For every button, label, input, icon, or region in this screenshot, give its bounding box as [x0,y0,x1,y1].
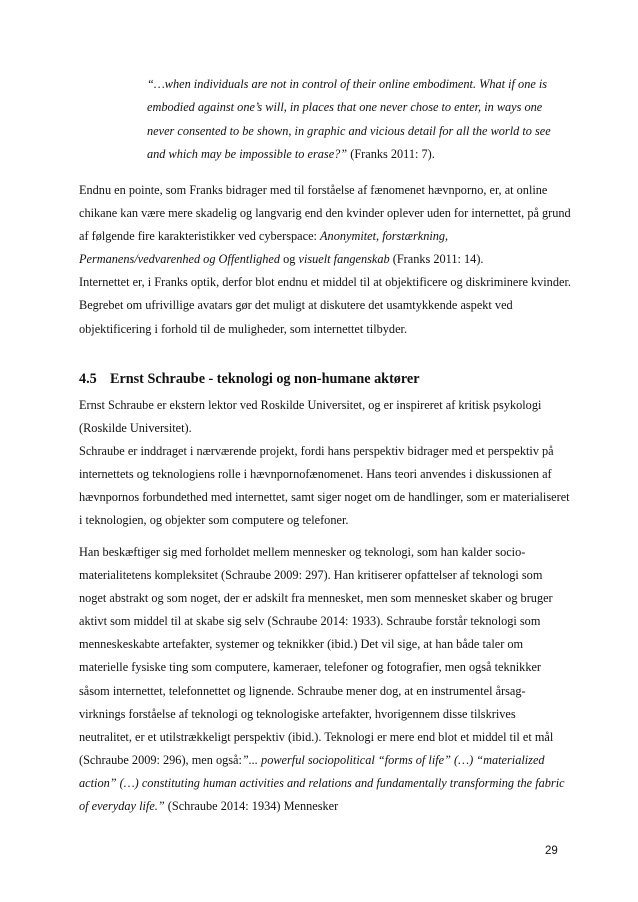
section-number: 4.5 [79,371,97,387]
paragraph-schraube-intro: Ernst Schraube er ekstern lektor ved Roskilde Universitet, og er inspireret af kritisk psykologi (Roskilde Universitet). [79,398,542,436]
block-quote-citation: (Franks 2011: 7). [347,146,435,161]
page-number: 29 [545,845,558,857]
body-text-lower [79,541,571,818]
paragraph-citation: (Schraube 2014: 1934) Mennesker [164,799,339,814]
paragraph-citation: (Franks 2011: 14). [389,252,484,267]
block-quote-text: “…when individuals are not in control of their online embodiment. What if one is embodied against one’s will, in places that one never chose to enter, in ways one never consented to be shown, in graphic and vicious detail for all the world to see and which may be impossible to erase?” [147,77,551,161]
paragraph-schraube-project: Schraube er inddraget i nærværende projekt, fordi hans perspektiv bidrager med et perspektiv på internettets og teknologiens rolle i hævnpornofænomenet. Hans teori anvendes i diskussionen af hævnpornos forbundethed med internettet, samt siger noget om de handlinger, som er materialiseret i teknologien, og objekter som computere og telefoner. [79,444,570,528]
paragraph-internettet: Internettet er, i Franks optik, derfor blot endnu et middel til at objektificere og diskriminere kvinder. Begrebet om ufrivillige avatars gør det muligt at diskutere det usamtykkende aspekt ved objektificering i forhold til de muligheder, som internettet tilbyder. [79,275,571,336]
section-heading [79,371,420,388]
body-text-section [79,394,571,533]
italic-term-last: visuelt fangenskab [298,252,390,267]
block-quote [147,73,567,166]
paragraph-schraube-technology [79,541,571,818]
paragraph-connector: og [280,252,299,267]
italic-quote: ”... powerful sociopolitical “forms of life” (…) “materialized action” (…) constituting human activities and relations and fundamentally transforming the fabric of everyday life.” [79,752,565,814]
italic-terms: Anonymitet, forstærkning, Permanens/vedvarenhed og Offentlighed [79,229,449,267]
body-text-upper [79,179,571,341]
paragraph-text: Han beskæftiger sig med forholdet mellem mennesker og teknologi, som han kalder socio-materialitetens kompleksitet (Schraube 2009: 297). Han kritiserer opfattelser af teknologi som noget abstrakt og som noget, der er adskilt fra mennesket, men som mennesket skaber og bruger aktivt som middel til at skabe sig selv (Schraube 2014: 1933). Schraube forstår teknologi som menneskeskabte artefakter, systemer og teknikker (ibid.) Det vil sige, at han både taler om materielle fysiske ting som computere, kameraer, telefoner og fotografier, men også teknikker såsom internettet, telefonnettet og lignende. Schraube mener dog, at en instrumentel årsag-virknings forståelse af teknologi og teknologiske artefakter, hvorigennem disse tilskrives neutralitet, er et utilstrækkeligt perspektiv (ibid.). Teknologi er mere end blot et middel til et mål (Schraube 2009: 296), men også: [79,545,554,767]
paragraph-franks-pointe [79,179,571,271]
paragraph-text: Endnu en pointe, som Franks bidrager med til forståelse af fænomenet hævnporno, er, at online chikane kan være mere skadelig og langvarig end den kvinder oplever uden for internettet, på grund af følgende fire karakteristikker ved cyberspace: [79,183,571,244]
section-title: Ernst Schraube - teknologi og non-humane aktører [110,371,420,387]
